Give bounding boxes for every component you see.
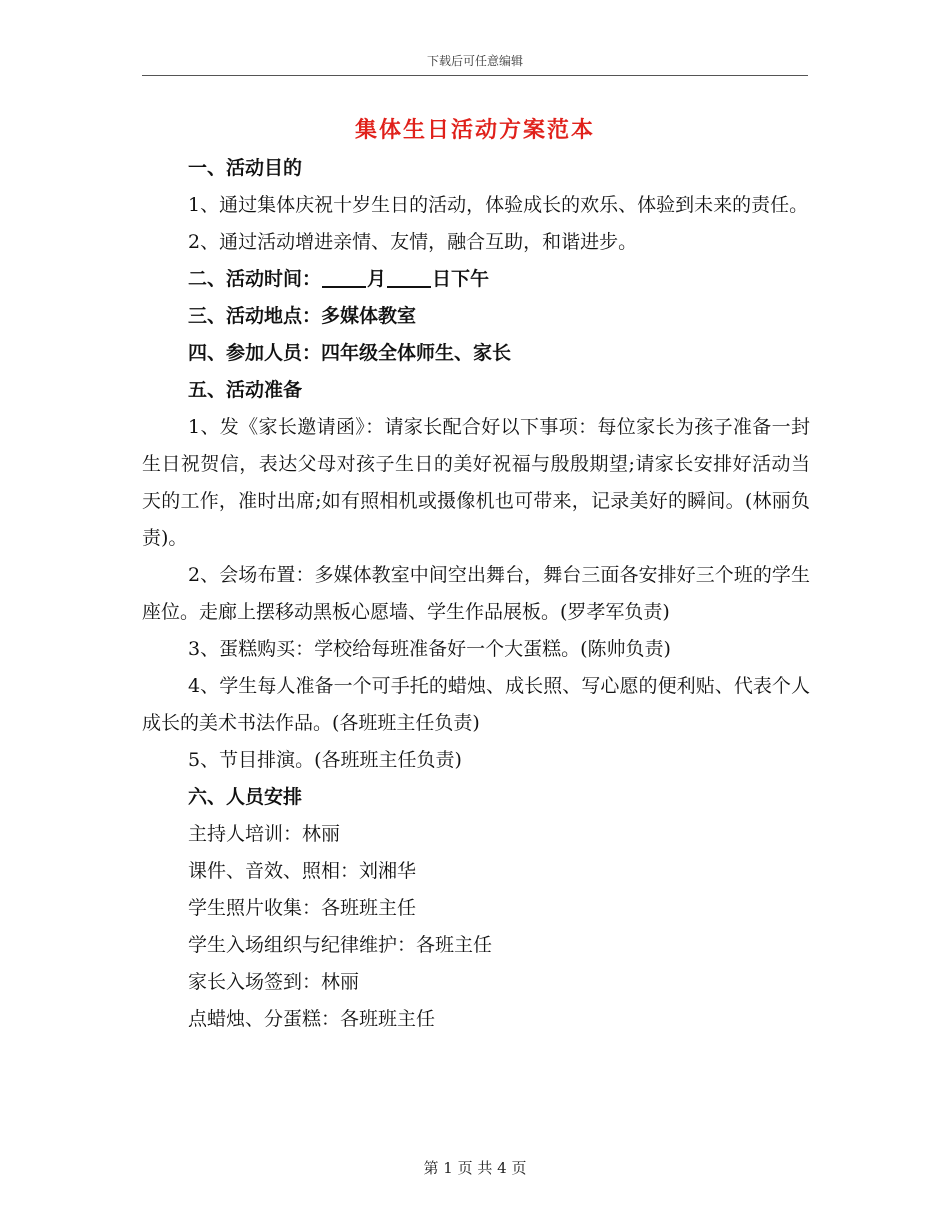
purpose-item-1: 1、通过集体庆祝十岁生日的活动，体验成长的欢乐、体验到未来的责任。 (188, 194, 809, 216)
section-heading-participants: 四、参加人员：四年级全体师生、家长 (188, 342, 512, 364)
time-label: 二、活动时间： (188, 268, 322, 290)
section-heading-purpose: 一、活动目的 (188, 157, 303, 179)
preparation-item-4: 4、学生每人准备一个可手托的蜡烛、成长照、写心愿的便利贴、代表个人成长的美术书法作品。(各班班主任负责) (142, 675, 810, 734)
preparation-item-1: 1、发《家长邀请函》：请家长配合好以下事项：每位家长为孩子准备一封生日祝贺信，表达父母对孩子生日的美好祝福与殷殷期望;请家长安排好活动当天的工作，准时出席;如有照相机或摄像机也可带来，记录美好的瞬间。(林丽负责)。 (142, 416, 810, 549)
section-heading-staffing: 六、人员安排 (188, 786, 303, 808)
staffing-item: 学生照片收集：各班班主任 (188, 897, 417, 919)
month-blank (322, 266, 366, 288)
page-indicator: 第 1 页 共 4 页 (423, 1159, 527, 1177)
staffing-item: 课件、音效、照相：刘湘华 (188, 860, 417, 882)
document-title: 集体生日活动方案范本 (354, 117, 595, 143)
header-divider (142, 75, 808, 76)
month-label: 月 (367, 268, 387, 290)
preparation-item-5: 5、节目排演。(各班班主任负责) (188, 749, 462, 771)
staffing-item: 学生入场组织与纪律维护：各班主任 (188, 934, 493, 956)
purpose-item-2: 2、通过活动增进亲情、友情，融合互助，和谐进步。 (188, 231, 638, 253)
section-heading-preparation: 五、活动准备 (188, 379, 303, 401)
document-body (142, 150, 810, 1038)
header-note: 下载后可任意编辑 (426, 54, 523, 68)
day-blank (387, 266, 431, 288)
preparation-item-3: 3、蛋糕购买：学校给每班准备好一个大蛋糕。(陈帅负责) (188, 638, 671, 660)
staffing-item: 主持人培训：林丽 (188, 823, 341, 845)
section-heading-time (142, 261, 810, 298)
section-heading-location: 三、活动地点：多媒体教室 (188, 305, 417, 327)
staffing-item: 家长入场签到：林丽 (188, 971, 360, 993)
preparation-item-2: 2、会场布置：多媒体教室中间空出舞台，舞台三面各安排好三个班的学生座位。走廊上摆移动黑板心愿墙、学生作品展板。(罗孝军负责) (142, 564, 810, 623)
staffing-item: 点蜡烛、分蛋糕：各班班主任 (188, 1008, 436, 1030)
day-label: 日下午 (432, 268, 490, 290)
